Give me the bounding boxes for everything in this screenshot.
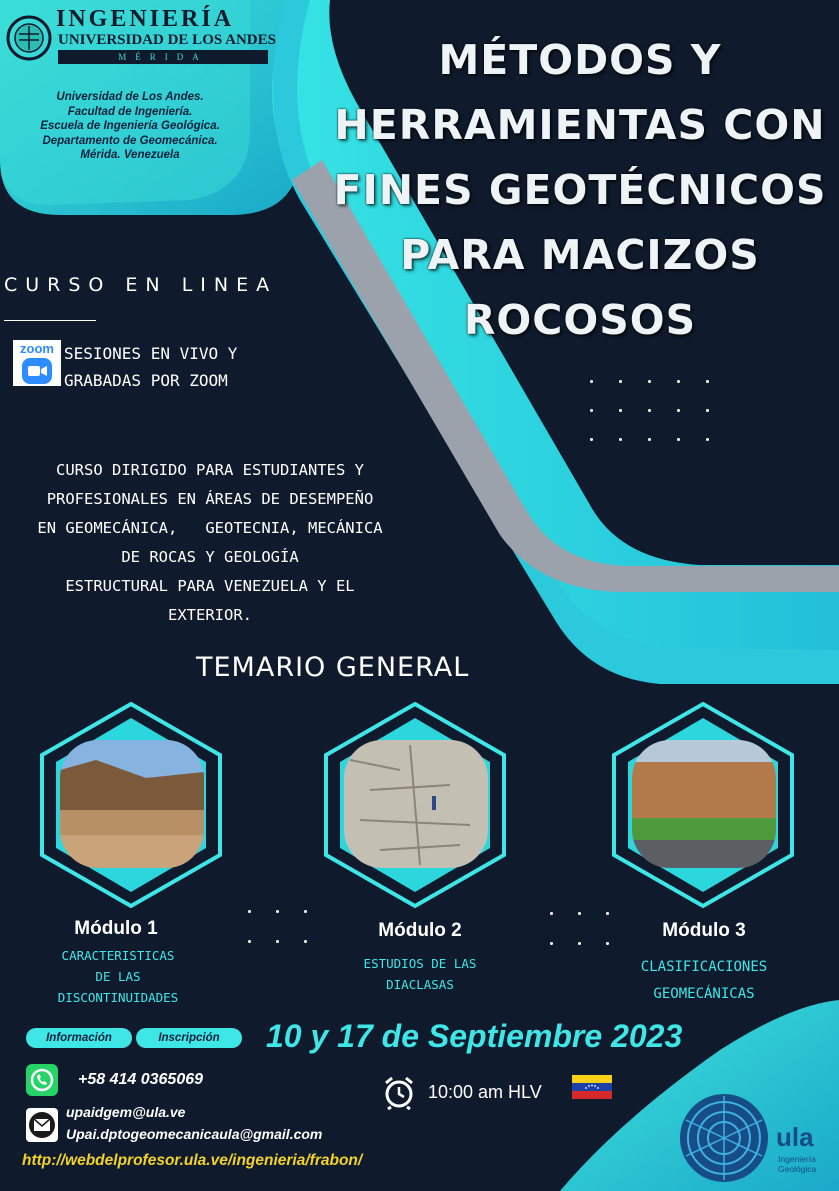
module-2-subtitle bbox=[320, 953, 520, 995]
institution-line: Escuela de Ingeniería Geológica. bbox=[40, 120, 220, 132]
brand-university: UNIVERSIDAD DE LOS ANDES bbox=[58, 32, 276, 48]
venezuela-flag-icon bbox=[572, 1075, 612, 1099]
ula-subtitle bbox=[778, 1154, 816, 1174]
ula-subtitle-line: Ingeniería bbox=[778, 1154, 816, 1164]
ula-subtitle-line: Geológica bbox=[778, 1164, 817, 1174]
module-subtitle-line: CLASIFICACIONES bbox=[640, 959, 768, 975]
module-2-title: Módulo 2 bbox=[378, 920, 462, 941]
zoom-wordmark: zoom bbox=[20, 341, 54, 356]
event-date: 10 y 17 de Septiembre 2023 bbox=[266, 1018, 683, 1054]
temario-heading: TEMARIO GENERAL bbox=[196, 652, 470, 683]
title-line: PARA MACIZOS bbox=[400, 231, 760, 279]
description-line: PROFESIONALES EN ÁREAS DE DESEMPEÑO bbox=[46, 490, 374, 508]
title-line: FINES GEOTÉCNICOS bbox=[333, 166, 827, 214]
module-3-photo bbox=[608, 700, 798, 910]
zoom-logo-icon bbox=[13, 340, 61, 386]
institution-line: Departamento de Geomecánica. bbox=[42, 134, 218, 147]
whatsapp-icon bbox=[26, 1064, 58, 1096]
event-time: 10:00 am HLV bbox=[428, 1082, 542, 1102]
brand-city: MÉRIDA VENEZUELA bbox=[58, 50, 268, 64]
module-subtitle-line: DIACLASAS bbox=[386, 977, 454, 992]
title-line: HERRAMIENTAS CON bbox=[334, 101, 826, 149]
course-title bbox=[300, 28, 839, 353]
institution-block bbox=[0, 90, 260, 163]
module-subtitle-line: ESTUDIOS DE LAS bbox=[363, 956, 477, 971]
module-subtitle-line: GEOMECÁNICAS bbox=[653, 986, 755, 1002]
email-secondary: Upai.dptogeomecanicaula@gmail.com bbox=[66, 1126, 323, 1142]
website-link[interactable]: http://webdelprofesor.ula.ve/ingenieria/frabon/ bbox=[22, 1152, 363, 1169]
institution-line: Mérida. Venezuela bbox=[80, 149, 180, 161]
alarm-clock-icon bbox=[382, 1074, 416, 1110]
sessions-line: SESIONES EN VIVO Y bbox=[64, 344, 238, 363]
email-primary: upaidgem@ula.ve bbox=[66, 1104, 186, 1120]
divider bbox=[4, 320, 96, 321]
description-line: CURSO DIRIGIDO PARA ESTUDIANTES Y bbox=[56, 461, 364, 479]
dot-grid-decoration bbox=[550, 912, 610, 946]
institution-line: Universidad de Los Andes. bbox=[56, 91, 204, 103]
institution-line: Facultad de Ingeniería. bbox=[67, 105, 193, 118]
sessions-line: GRABADAS POR ZOOM bbox=[64, 371, 228, 390]
info-button[interactable]: Información bbox=[26, 1028, 132, 1048]
brand-title: INGENIERÍA bbox=[56, 6, 235, 32]
module-3-subtitle bbox=[604, 954, 804, 1008]
course-mode: CURSO EN LINEA bbox=[4, 274, 278, 296]
module-1-subtitle bbox=[18, 945, 218, 1008]
course-description bbox=[0, 456, 420, 630]
title-line: MÉTODOS Y bbox=[438, 36, 722, 84]
dot-grid-decoration bbox=[590, 380, 720, 450]
description-line: DE ROCAS Y GEOLOGÍA bbox=[121, 548, 299, 566]
university-seal-icon bbox=[6, 12, 52, 64]
module-1-title: Módulo 1 bbox=[74, 918, 158, 939]
ula-wordmark: ula bbox=[776, 1122, 814, 1152]
module-1-photo bbox=[36, 700, 226, 910]
module-subtitle-line: CARACTERISTICAS bbox=[61, 948, 175, 963]
description-line: EXTERIOR. bbox=[168, 606, 252, 624]
module-2-photo bbox=[320, 700, 510, 910]
description-line: ESTRUCTURAL PARA VENEZUELA Y EL bbox=[65, 577, 355, 595]
phone-number: +58 414 0365069 bbox=[78, 1071, 204, 1088]
zoom-camera-icon bbox=[22, 358, 52, 384]
module-subtitle-line: DISCONTINUIDADES bbox=[57, 990, 179, 1005]
dot-grid-decoration bbox=[248, 910, 308, 944]
email-icon bbox=[26, 1108, 58, 1142]
ula-geology-logo-icon bbox=[678, 1090, 778, 1186]
signup-button[interactable]: Inscripción bbox=[136, 1028, 242, 1048]
title-line: ROCOSOS bbox=[463, 296, 697, 344]
module-3-title: Módulo 3 bbox=[662, 920, 746, 941]
sessions-text bbox=[64, 340, 237, 394]
module-subtitle-line: DE LAS bbox=[95, 969, 141, 984]
description-line: EN GEOMECÁNICA, GEOTECNIA, MECÁNICA bbox=[37, 519, 383, 537]
